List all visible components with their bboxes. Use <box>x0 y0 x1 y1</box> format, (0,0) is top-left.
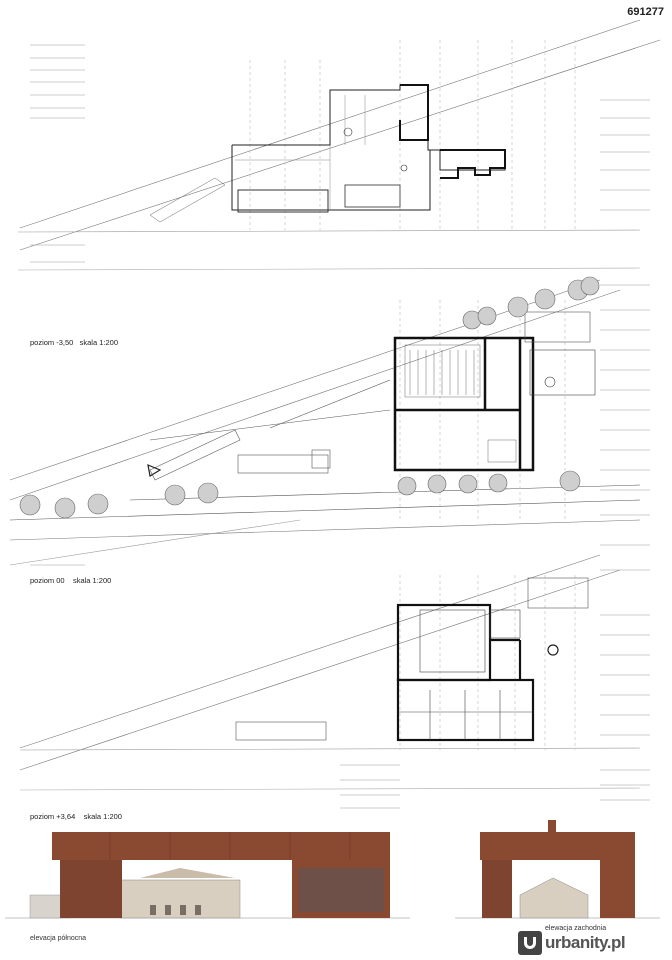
west-elevation-caption: elewacja zachodnia <box>545 925 607 932</box>
north-elevation-caption: elevacja północna <box>30 935 87 942</box>
west-elevation <box>455 820 660 918</box>
plan-level-minus-3-50 <box>18 20 660 270</box>
plan-1-title <box>30 338 118 347</box>
plan-2-level: poziom 00 <box>30 576 65 585</box>
plan-1-level: poziom -3,50 <box>30 338 74 347</box>
plan-level-plus-3-64 <box>20 545 650 808</box>
plan-2-title <box>30 576 111 585</box>
watermark-logo <box>518 930 625 956</box>
plan-level-00 <box>10 277 650 565</box>
plan-1-scale: skala 1:200 <box>79 338 118 347</box>
north-elevation <box>5 832 410 918</box>
plan-3-scale: skala 1:200 <box>83 812 122 821</box>
watermark-text: urbanity.pl <box>545 933 626 952</box>
plan-3-level: poziom +3,64 <box>30 812 76 821</box>
plan-3-title <box>30 812 122 821</box>
sheet-number: 691277 <box>627 6 664 18</box>
urbanity-logo-icon <box>518 931 542 955</box>
plan-2-scale: skala 1:200 <box>72 576 112 585</box>
